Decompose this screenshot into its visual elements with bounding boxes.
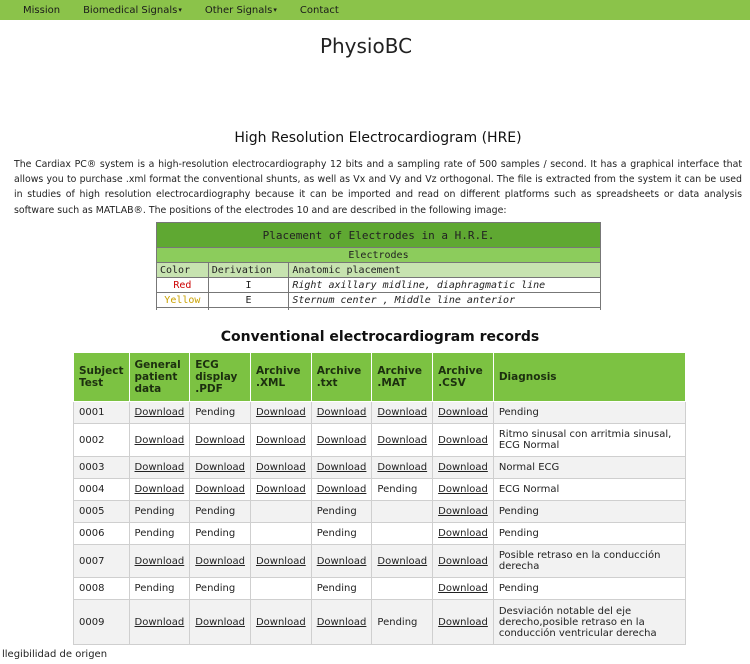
download-link[interactable]: Download	[438, 616, 488, 628]
mat-cell	[372, 501, 433, 523]
patient-data-cell	[129, 545, 190, 578]
download-link[interactable]: Download	[316, 555, 367, 567]
download-link[interactable]: Download	[255, 555, 306, 567]
mat-cell	[372, 457, 433, 479]
nav-other-signals[interactable]	[182, 5, 277, 16]
top-navbar	[0, 0, 750, 20]
electrodes-col-placement: Anatomic placement	[289, 263, 601, 278]
electrodes-col-color: Color	[157, 263, 209, 278]
mat-cell	[372, 545, 433, 578]
mat-cell	[372, 600, 433, 645]
diagnosis-cell	[493, 578, 685, 600]
table-row	[74, 402, 686, 424]
subject-cell	[74, 523, 130, 545]
download-link[interactable]: Download	[377, 462, 428, 473]
download-link[interactable]: Download	[255, 434, 306, 446]
diagnosis-text: Ritmo sinusal con arritmia sinusal, ECG Normal	[498, 429, 672, 451]
download-link[interactable]: Download	[316, 462, 367, 473]
download-link[interactable]: Download	[438, 462, 488, 473]
subject-cell	[74, 578, 130, 600]
download-link[interactable]: Download	[316, 407, 367, 418]
csv-cell	[433, 402, 494, 424]
table-row	[74, 600, 686, 645]
download-link[interactable]: Download	[438, 506, 488, 517]
ecg-pdf-cell	[190, 457, 251, 479]
subject-id: 0005	[79, 506, 105, 517]
csv-cell	[433, 424, 494, 457]
subject-id: 0004	[79, 484, 105, 495]
ecg-pdf-cell	[190, 523, 251, 545]
download-link[interactable]: Download	[134, 555, 185, 567]
download-link[interactable]: Download	[255, 616, 306, 628]
electrode-placement: Sternum center , Middle line anterior	[289, 293, 601, 308]
electrode-derivation: E	[208, 293, 289, 308]
diagnosis-cell	[493, 402, 685, 424]
patient-data-cell	[129, 479, 190, 501]
download-link[interactable]: Download	[438, 583, 488, 594]
subject-id: 0009	[79, 616, 105, 628]
electrodes-image-title: Placement of Electrodes in a H.R.E.	[157, 223, 601, 248]
subject-id: 0001	[79, 407, 105, 418]
diagnosis-cell	[493, 545, 685, 578]
site-brand[interactable]: PhysioBC	[319, 34, 413, 58]
table-row	[74, 424, 686, 457]
subject-cell	[74, 545, 130, 578]
xml-cell	[250, 545, 311, 578]
txt-cell	[311, 457, 372, 479]
xml-cell	[250, 457, 311, 479]
electrode-color: Red	[157, 278, 209, 293]
csv-cell	[433, 545, 494, 578]
caret-down-icon: ▾	[273, 6, 277, 14]
ecg-pdf-cell	[190, 545, 251, 578]
col-patient-data: General patient data	[129, 353, 190, 402]
diagnosis-text: Pending	[498, 506, 539, 517]
col-mat: Archive .MAT	[372, 353, 433, 402]
download-link[interactable]: Download	[195, 616, 245, 628]
download-link[interactable]: Download	[377, 407, 428, 418]
diagnosis-cell	[493, 457, 685, 479]
hre-intro-text: The Cardiax PC® system is a high-resolution electrocardiography 12 bits and a sampling rate of 500 samples / second. It has a graphical interface that allows you to purchase .xml format the conventional shunts, as well as Vx and Vy and Vz orthogonal. The file is extracted from the system it can be used in studies of high resolution electrocardiography because it can be imported and read on different platforms such as spreadsheets or data analysis software such as MATLAB®. The positions of the electrodes 10 and are described in the following image:	[14, 159, 742, 216]
download-link[interactable]: Download	[255, 407, 306, 418]
status-text: Pending	[134, 506, 175, 517]
txt-cell	[311, 545, 372, 578]
download-link[interactable]: Download	[316, 484, 367, 495]
diagnosis-cell	[493, 501, 685, 523]
download-link[interactable]: Download	[377, 555, 428, 567]
download-link[interactable]: Download	[438, 407, 488, 418]
status-text: Pending	[134, 583, 175, 594]
electrodes-image	[156, 222, 601, 310]
subject-cell	[74, 501, 130, 523]
download-link[interactable]: Download	[255, 462, 306, 473]
col-diagnosis: Diagnosis	[493, 353, 685, 402]
electrode-placement: Right axillary midline, diaphragmatic line	[289, 278, 601, 293]
xml-cell	[250, 523, 311, 545]
download-link[interactable]: Download	[316, 434, 367, 446]
subject-id: 0007	[79, 555, 105, 567]
download-link[interactable]: Download	[438, 434, 488, 446]
xml-cell	[250, 501, 311, 523]
electrode-derivation: I	[208, 278, 289, 293]
txt-cell	[311, 424, 372, 457]
mat-cell	[372, 424, 433, 457]
mat-cell	[372, 479, 433, 501]
status-text: Pending	[377, 484, 418, 495]
mat-cell	[372, 523, 433, 545]
nav-mission[interactable]	[0, 5, 60, 16]
txt-cell	[311, 479, 372, 501]
nav-contact[interactable]	[277, 5, 339, 16]
table-row	[74, 523, 686, 545]
subject-cell	[74, 457, 130, 479]
diagnosis-text: Pending	[498, 528, 539, 539]
records-table	[73, 352, 686, 645]
diagnosis-cell	[493, 523, 685, 545]
subject-cell	[74, 402, 130, 424]
electrodes-col-derivation: Derivation	[208, 263, 289, 278]
diagnosis-text: Desviación notable del eje derecho,posible retraso en la conducción ventricular derecha	[498, 605, 657, 639]
subject-cell	[74, 424, 130, 457]
table-row	[74, 457, 686, 479]
download-link[interactable]: Download	[134, 434, 185, 446]
patient-data-cell	[129, 457, 190, 479]
status-text: Pending	[316, 528, 357, 539]
download-link[interactable]: Download	[195, 555, 245, 567]
hre-title: High Resolution Electrocardiogram (HRE)	[234, 130, 522, 146]
table-row	[74, 501, 686, 523]
xml-cell	[250, 578, 311, 600]
nav-biomedical-signals[interactable]	[60, 5, 182, 16]
patient-data-cell	[129, 424, 190, 457]
subject-id: 0002	[79, 434, 105, 446]
diagnosis-text: Normal ECG	[498, 462, 560, 473]
status-text: Pending	[316, 583, 357, 594]
subject-id: 0006	[79, 528, 105, 539]
ecg-pdf-cell	[190, 402, 251, 424]
xml-cell	[250, 402, 311, 424]
mat-cell	[372, 402, 433, 424]
csv-cell	[433, 479, 494, 501]
csv-cell	[433, 457, 494, 479]
status-text: Pending	[134, 528, 175, 539]
patient-data-cell	[129, 600, 190, 645]
download-link[interactable]: Download	[255, 484, 306, 495]
electrode-color: Yellow	[157, 293, 209, 308]
xml-cell	[250, 424, 311, 457]
csv-cell	[433, 600, 494, 645]
download-link[interactable]: Download	[377, 434, 428, 446]
csv-cell	[433, 523, 494, 545]
download-link[interactable]: Download	[134, 616, 185, 628]
txt-cell	[311, 501, 372, 523]
diagnosis-cell	[493, 424, 685, 457]
subject-cell	[74, 600, 130, 645]
col-xml: Archive .XML	[250, 353, 311, 402]
col-subject-test: Subject Test	[74, 353, 130, 402]
records-title: Conventional electrocardiogram records	[220, 329, 540, 345]
status-text: Pending	[195, 583, 236, 594]
download-link[interactable]: Download	[134, 484, 185, 495]
download-link[interactable]: Download	[195, 434, 245, 446]
table-row	[74, 545, 686, 578]
nav-biomedical-label: Biomedical Signals	[83, 4, 178, 16]
electrodes-image-subtitle: Electrodes	[157, 248, 601, 263]
txt-cell	[311, 578, 372, 600]
csv-cell	[433, 578, 494, 600]
table-row	[74, 479, 686, 501]
download-link[interactable]: Download	[438, 528, 488, 539]
diagnosis-text: Pending	[498, 583, 539, 594]
patient-data-cell	[129, 402, 190, 424]
image-caption: llegibilidad de origen	[2, 649, 108, 660]
download-link[interactable]: Download	[195, 484, 245, 495]
ecg-pdf-cell	[190, 578, 251, 600]
txt-cell	[311, 523, 372, 545]
download-link[interactable]: Download	[195, 462, 245, 473]
diagnosis-text: ECG Normal	[498, 484, 560, 495]
diagnosis-cell	[493, 600, 685, 645]
ecg-pdf-cell	[190, 600, 251, 645]
download-link[interactable]: Download	[316, 616, 367, 628]
download-link[interactable]: Download	[134, 462, 185, 473]
xml-cell	[250, 600, 311, 645]
ecg-pdf-cell	[190, 479, 251, 501]
diagnosis-text: Posible retraso en la conducción derecha	[498, 550, 661, 572]
status-text: Pending	[316, 506, 357, 517]
subject-id: 0008	[79, 583, 105, 594]
txt-cell	[311, 600, 372, 645]
ecg-pdf-cell	[190, 501, 251, 523]
diagnosis-cell	[493, 479, 685, 501]
patient-data-cell	[129, 501, 190, 523]
txt-cell	[311, 402, 372, 424]
subject-cell	[74, 479, 130, 501]
subject-id: 0003	[79, 462, 105, 473]
ecg-pdf-cell	[190, 424, 251, 457]
status-text: Pending	[377, 616, 418, 628]
nav-other-label: Other Signals	[204, 4, 273, 16]
status-text: Pending	[195, 506, 236, 517]
csv-cell	[433, 501, 494, 523]
nav-mission-label: Mission	[23, 4, 61, 16]
status-text: Pending	[195, 407, 236, 418]
download-link[interactable]: Download	[438, 555, 488, 567]
table-row	[74, 578, 686, 600]
status-text: Pending	[195, 528, 236, 539]
col-txt: Archive .txt	[311, 353, 372, 402]
download-link[interactable]: Download	[134, 407, 185, 418]
patient-data-cell	[129, 523, 190, 545]
patient-data-cell	[129, 578, 190, 600]
download-link[interactable]: Download	[438, 484, 488, 495]
col-csv: Archive .CSV	[433, 353, 494, 402]
nav-contact-label: Contact	[299, 4, 339, 16]
mat-cell	[372, 578, 433, 600]
xml-cell	[250, 479, 311, 501]
diagnosis-text: Pending	[498, 407, 539, 418]
col-ecg-pdf: ECG display .PDF	[190, 353, 251, 402]
caret-down-icon: ▾	[178, 6, 182, 14]
